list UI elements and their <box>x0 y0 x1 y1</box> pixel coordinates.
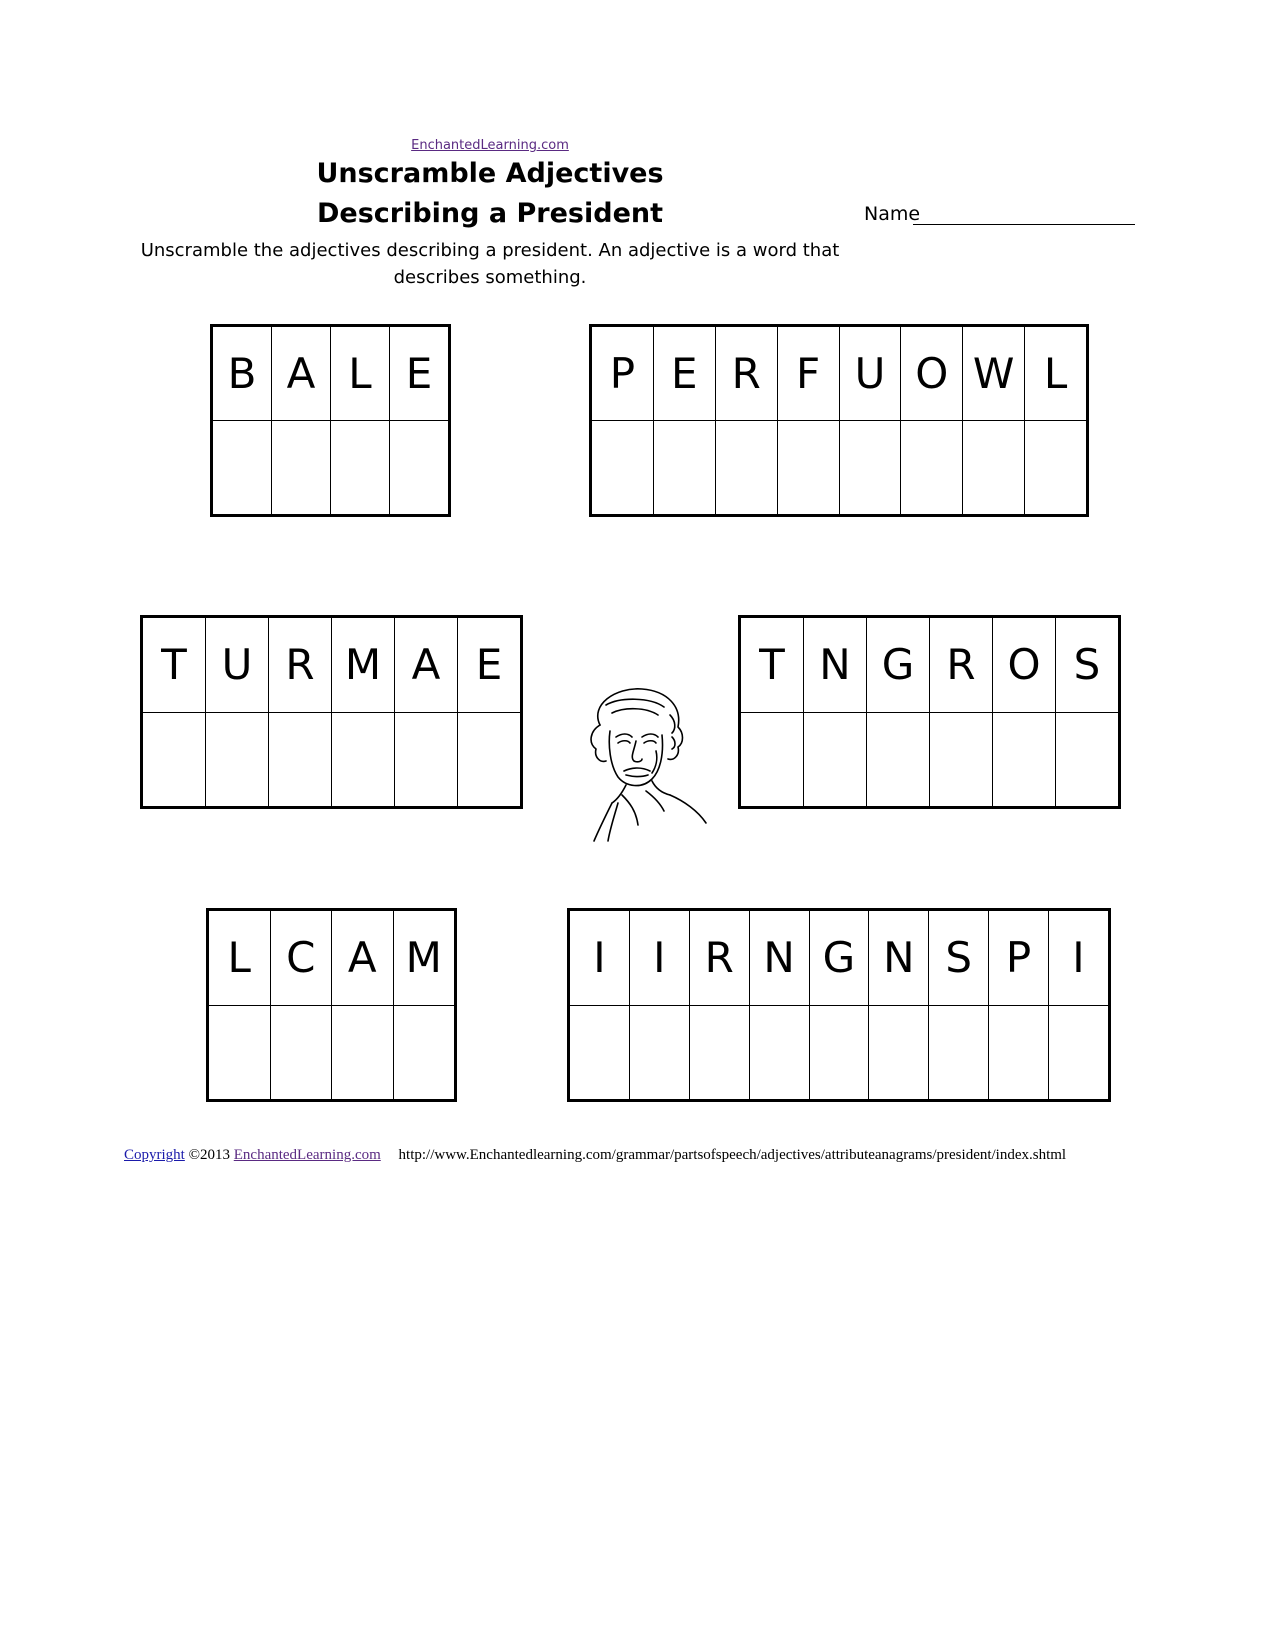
puzzle-grid-3 <box>140 615 523 809</box>
letter-cell: A <box>395 618 458 713</box>
letter-cell: R <box>930 618 993 713</box>
answer-cell[interactable] <box>332 712 395 807</box>
answer-cell[interactable] <box>867 712 930 807</box>
answer-cell[interactable] <box>458 712 521 807</box>
letter-cell: A <box>272 327 331 421</box>
letter-cell: R <box>269 618 332 713</box>
letter-cell: I <box>1049 911 1109 1006</box>
instructions-line2: describes something. <box>393 267 587 288</box>
answer-cell[interactable] <box>989 1005 1049 1100</box>
site-link[interactable]: EnchantedLearning.com <box>411 138 569 153</box>
page-title: Unscramble Adjectives <box>316 158 664 189</box>
answer-cell[interactable] <box>269 712 332 807</box>
scrambled-row <box>209 911 455 1006</box>
letter-cell: R <box>689 911 749 1006</box>
answer-cell[interactable] <box>869 1005 929 1100</box>
letter-cell: T <box>143 618 206 713</box>
name-label: Name <box>864 203 921 225</box>
letter-cell: T <box>741 618 804 713</box>
letter-cell: B <box>213 327 272 421</box>
puzzle-grid-4 <box>738 615 1121 809</box>
answer-cell[interactable] <box>332 1005 394 1100</box>
answer-cell[interactable] <box>570 1005 630 1100</box>
answer-cell[interactable] <box>993 712 1056 807</box>
letter-cell: M <box>393 911 455 1006</box>
answer-cell[interactable] <box>270 1005 332 1100</box>
footer-site-link[interactable]: EnchantedLearning.com <box>233 1147 381 1163</box>
answer-row[interactable] <box>143 712 521 807</box>
answer-cell[interactable] <box>777 421 839 515</box>
letter-cell: N <box>804 618 867 713</box>
answer-cell[interactable] <box>809 1005 869 1100</box>
letter-cell: P <box>989 911 1049 1006</box>
scrambled-row <box>592 327 1087 421</box>
answer-cell[interactable] <box>390 421 449 515</box>
letter-cell: L <box>209 911 271 1006</box>
answer-cell[interactable] <box>629 1005 689 1100</box>
puzzle-table-4 <box>740 617 1119 807</box>
answer-cell[interactable] <box>839 421 901 515</box>
scrambled-row <box>741 618 1119 713</box>
copyright-year: ©2013 <box>188 1147 230 1163</box>
letter-cell: N <box>869 911 929 1006</box>
letter-cell: G <box>867 618 930 713</box>
answer-cell[interactable] <box>1056 712 1119 807</box>
letter-cell: I <box>629 911 689 1006</box>
answer-cell[interactable] <box>963 421 1025 515</box>
answer-cell[interactable] <box>929 1005 989 1100</box>
letter-cell: U <box>839 327 901 421</box>
puzzle-table-3 <box>142 617 521 807</box>
page-subtitle: Describing a President <box>316 198 664 229</box>
puzzle-grid-6 <box>567 908 1111 1102</box>
answer-cell[interactable] <box>741 712 804 807</box>
puzzle-table-6 <box>569 910 1109 1100</box>
puzzle-table-1 <box>212 326 449 515</box>
copyright-link[interactable]: Copyright <box>124 1147 185 1163</box>
answer-cell[interactable] <box>930 712 993 807</box>
answer-row[interactable] <box>213 421 449 515</box>
letter-cell: C <box>270 911 332 1006</box>
letter-cell: U <box>206 618 269 713</box>
letter-cell: M <box>332 618 395 713</box>
puzzle-grid-5 <box>206 908 457 1102</box>
answer-cell[interactable] <box>272 421 331 515</box>
scrambled-row <box>143 618 521 713</box>
letter-cell: I <box>570 911 630 1006</box>
letter-cell: A <box>332 911 394 1006</box>
puzzle-table-2 <box>591 326 1087 515</box>
answer-cell[interactable] <box>209 1005 271 1100</box>
footer <box>124 1147 1066 1164</box>
answer-cell[interactable] <box>592 421 654 515</box>
letter-cell: L <box>1025 327 1087 421</box>
letter-cell: F <box>777 327 839 421</box>
scrambled-row <box>213 327 449 421</box>
puzzle-grid-1 <box>210 324 451 517</box>
instructions-line1: Unscramble the adjectives describing a president. An adjective is a word that <box>140 240 840 261</box>
letter-cell: L <box>331 327 390 421</box>
answer-row[interactable] <box>741 712 1119 807</box>
puzzle-table-5 <box>208 910 455 1100</box>
letter-cell: O <box>901 327 963 421</box>
answer-cell[interactable] <box>143 712 206 807</box>
answer-cell[interactable] <box>331 421 390 515</box>
letter-cell: O <box>993 618 1056 713</box>
letter-cell: W <box>963 327 1025 421</box>
answer-cell[interactable] <box>804 712 867 807</box>
puzzle-grid-2 <box>589 324 1089 517</box>
answer-row[interactable] <box>209 1005 455 1100</box>
page-url: http://www.Enchantedlearning.com/grammar/partsofspeech/adjectives/attributeanagrams/president/index.shtml <box>398 1147 1067 1163</box>
answer-cell[interactable] <box>1049 1005 1109 1100</box>
instructions <box>140 237 840 291</box>
answer-cell[interactable] <box>395 712 458 807</box>
president-portrait-illustration <box>560 685 710 845</box>
letter-cell: E <box>653 327 715 421</box>
answer-cell[interactable] <box>213 421 272 515</box>
letter-cell: G <box>809 911 869 1006</box>
answer-row[interactable] <box>592 421 1087 515</box>
letter-cell: E <box>458 618 521 713</box>
letter-cell: E <box>390 327 449 421</box>
answer-row[interactable] <box>570 1005 1109 1100</box>
answer-cell[interactable] <box>689 1005 749 1100</box>
letter-cell: S <box>929 911 989 1006</box>
answer-cell[interactable] <box>749 1005 809 1100</box>
scrambled-row <box>570 911 1109 1006</box>
answer-cell[interactable] <box>653 421 715 515</box>
answer-cell[interactable] <box>393 1005 455 1100</box>
letter-cell: R <box>715 327 777 421</box>
letter-cell: P <box>592 327 654 421</box>
answer-cell[interactable] <box>715 421 777 515</box>
name-line[interactable] <box>913 224 1135 225</box>
letter-cell: S <box>1056 618 1119 713</box>
letter-cell: N <box>749 911 809 1006</box>
answer-cell[interactable] <box>206 712 269 807</box>
answer-cell[interactable] <box>901 421 963 515</box>
answer-cell[interactable] <box>1025 421 1087 515</box>
